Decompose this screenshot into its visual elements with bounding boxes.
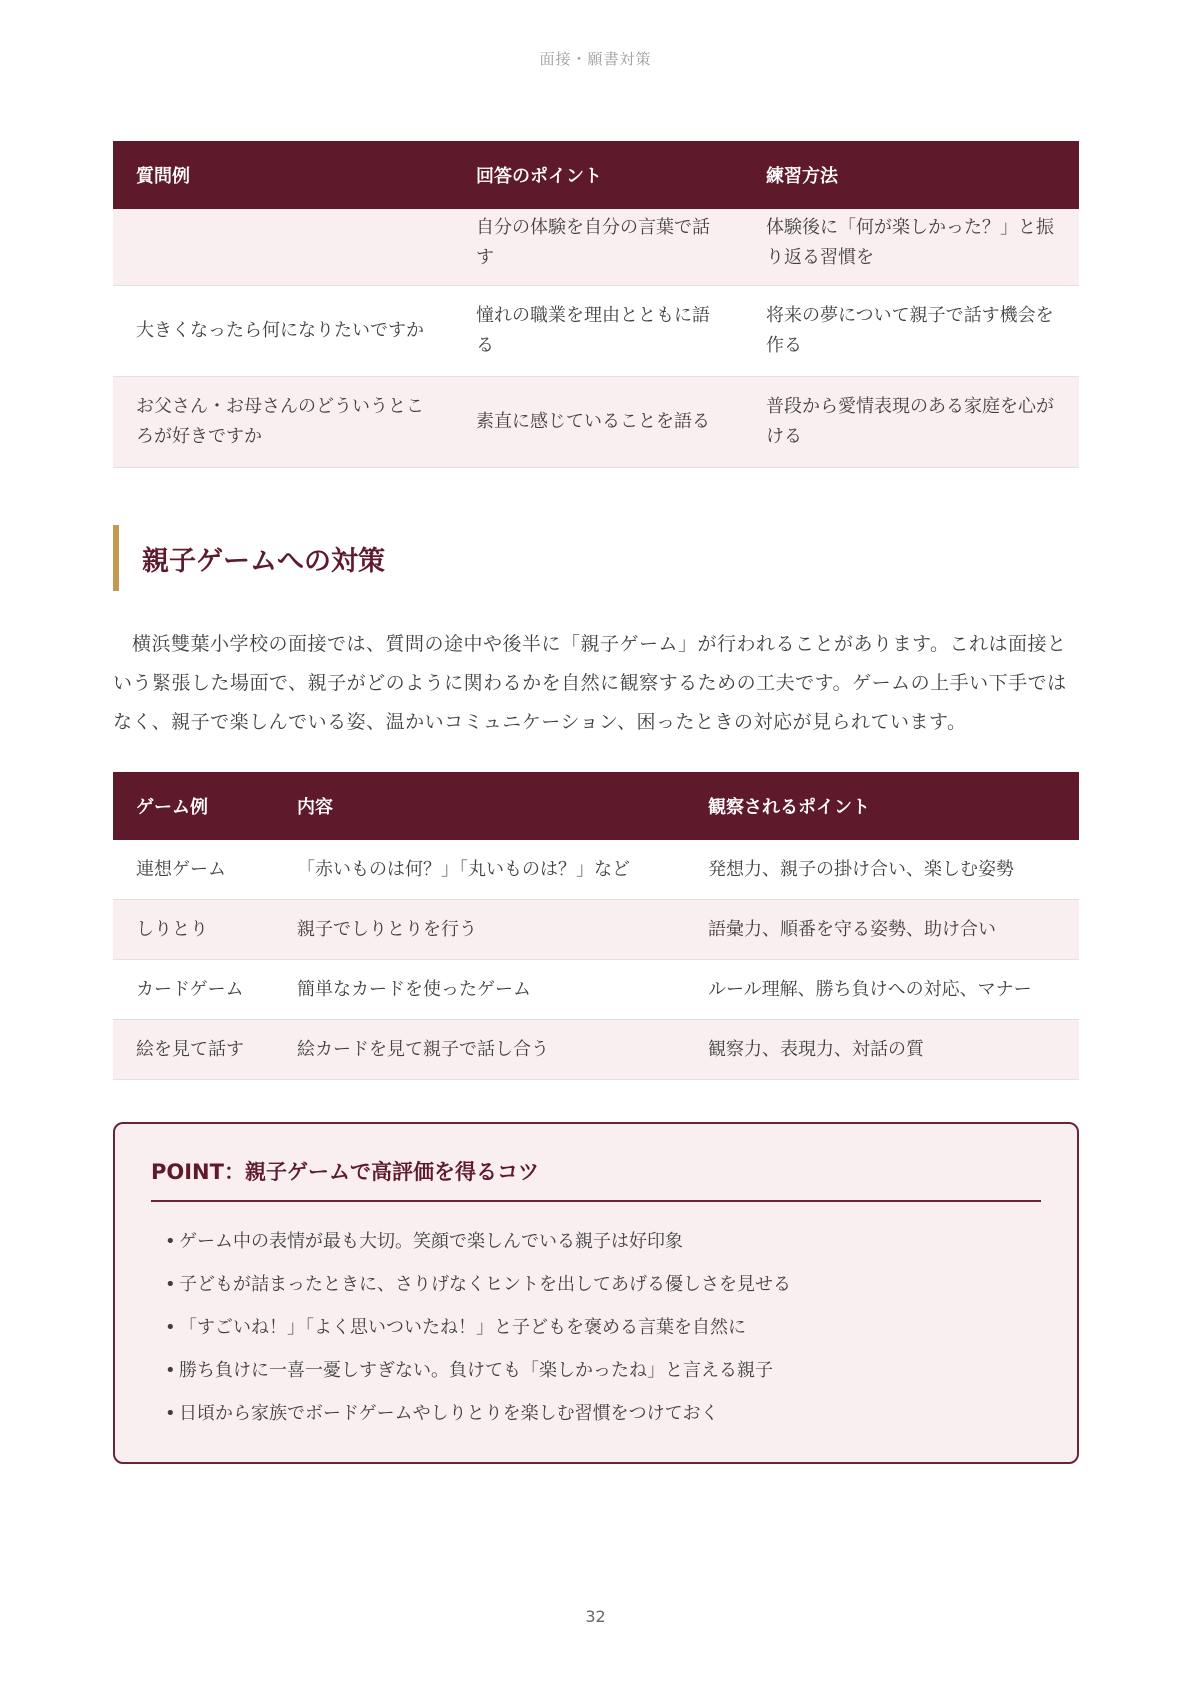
table-row (113, 209, 1079, 286)
point-callout-box (113, 1122, 1079, 1464)
parent-child-game-table (113, 772, 1079, 1080)
table-cell: 「赤いものは何？」「丸いものは？」など (274, 840, 685, 900)
table-cell: 簡単なカードを使ったゲーム (274, 960, 685, 1020)
column-header: ゲーム例 (113, 772, 274, 840)
column-header: 観察されるポイント (685, 772, 1079, 840)
list-item-text: 勝ち負けに一喜一憂しすぎない。負けても「楽しかったね」と言える親子 (179, 1360, 773, 1381)
table-cell: 素直に感じていることを語る (453, 377, 743, 468)
list-item-text: ゲーム中の表情が最も大切。笑顔で楽しんでいる親子は好印象 (179, 1231, 683, 1252)
point-list (151, 1220, 1041, 1435)
table-cell: カードゲーム (113, 960, 274, 1020)
table-cell: 連想ゲーム (113, 840, 274, 900)
page-number: 32 (585, 1607, 606, 1626)
table-cell: 大きくなったら何になりたいですか (113, 286, 453, 377)
table-cell: 憧れの職業を理由とともに語る (453, 286, 743, 377)
table-header-row (113, 141, 1079, 209)
point-title: POINT：親子ゲームで高評価を得るコツ (151, 1156, 1041, 1202)
table-cell: 観察力、表現力、対話の質 (685, 1020, 1079, 1080)
running-header: 面接・願書対策 (539, 50, 652, 68)
table-cell: 語彙力、順番を守る姿勢、助け合い (685, 900, 1079, 960)
table-cell (113, 209, 453, 286)
table-cell: しりとり (113, 900, 274, 960)
column-header: 練習方法 (743, 141, 1079, 209)
list-item (165, 1392, 1041, 1435)
page-content (113, 141, 1079, 1464)
table-cell: 絵カードを見て親子で話し合う (274, 1020, 685, 1080)
bullet-icon: • (165, 1231, 176, 1252)
table-cell: 親子でしりとりを行う (274, 900, 685, 960)
table-header-row (113, 772, 1079, 840)
table-cell: ルール理解、勝ち負けへの対応、マナー (685, 960, 1079, 1020)
column-header: 内容 (274, 772, 685, 840)
table-row (113, 900, 1079, 960)
table-row (113, 286, 1079, 377)
section-paragraph: 横浜雙葉小学校の面接では、質問の途中や後半に「親子ゲーム」が行われることがあります。これは面接という緊張した場面で、親子がどのように関わるかを自然に観察するための工夫です。ゲームの上手い下手ではなく、親子で楽しんでいる姿、温かいコミュニケーション、困ったときの対応が見られています。 (113, 633, 1067, 733)
list-item-text: 「すごいね！」「よく思いついたね！」と子どもを褒める言葉を自然に (179, 1317, 746, 1338)
table-cell: お父さん・お母さんのどういうところが好きですか (113, 377, 453, 468)
table-cell: 将来の夢について親子で話す機会を作る (743, 286, 1079, 377)
column-header: 質問例 (113, 141, 453, 209)
table-row (113, 1020, 1079, 1080)
table-row (113, 377, 1079, 468)
bullet-icon: • (165, 1317, 176, 1338)
table-row (113, 960, 1079, 1020)
list-item (165, 1263, 1041, 1306)
list-item-text: 子どもが詰まったときに、さりげなくヒントを出してあげる優しさを見せる (179, 1274, 791, 1295)
table-cell: 体験後に「何が楽しかった？」と振り返る習慣を (743, 209, 1079, 286)
bullet-icon: • (165, 1403, 176, 1424)
table-cell: 自分の体験を自分の言葉で話す (453, 209, 743, 286)
bullet-icon: • (165, 1360, 176, 1381)
table-row (113, 840, 1079, 900)
bullet-icon: • (165, 1274, 176, 1295)
column-header: 回答のポイント (453, 141, 743, 209)
list-item (165, 1349, 1041, 1392)
list-item-text: 日頃から家族でボードゲームやしりとりを楽しむ習慣をつけておく (179, 1403, 719, 1424)
section-heading: 親子ゲームへの対策 (113, 525, 1079, 591)
list-item (165, 1220, 1041, 1263)
interview-questions-table (113, 141, 1079, 468)
table-cell: 普段から愛情表現のある家庭を心がける (743, 377, 1079, 468)
list-item (165, 1306, 1041, 1349)
table-cell: 絵を見て話す (113, 1020, 274, 1080)
table-cell: 発想力、親子の掛け合い、楽しむ姿勢 (685, 840, 1079, 900)
